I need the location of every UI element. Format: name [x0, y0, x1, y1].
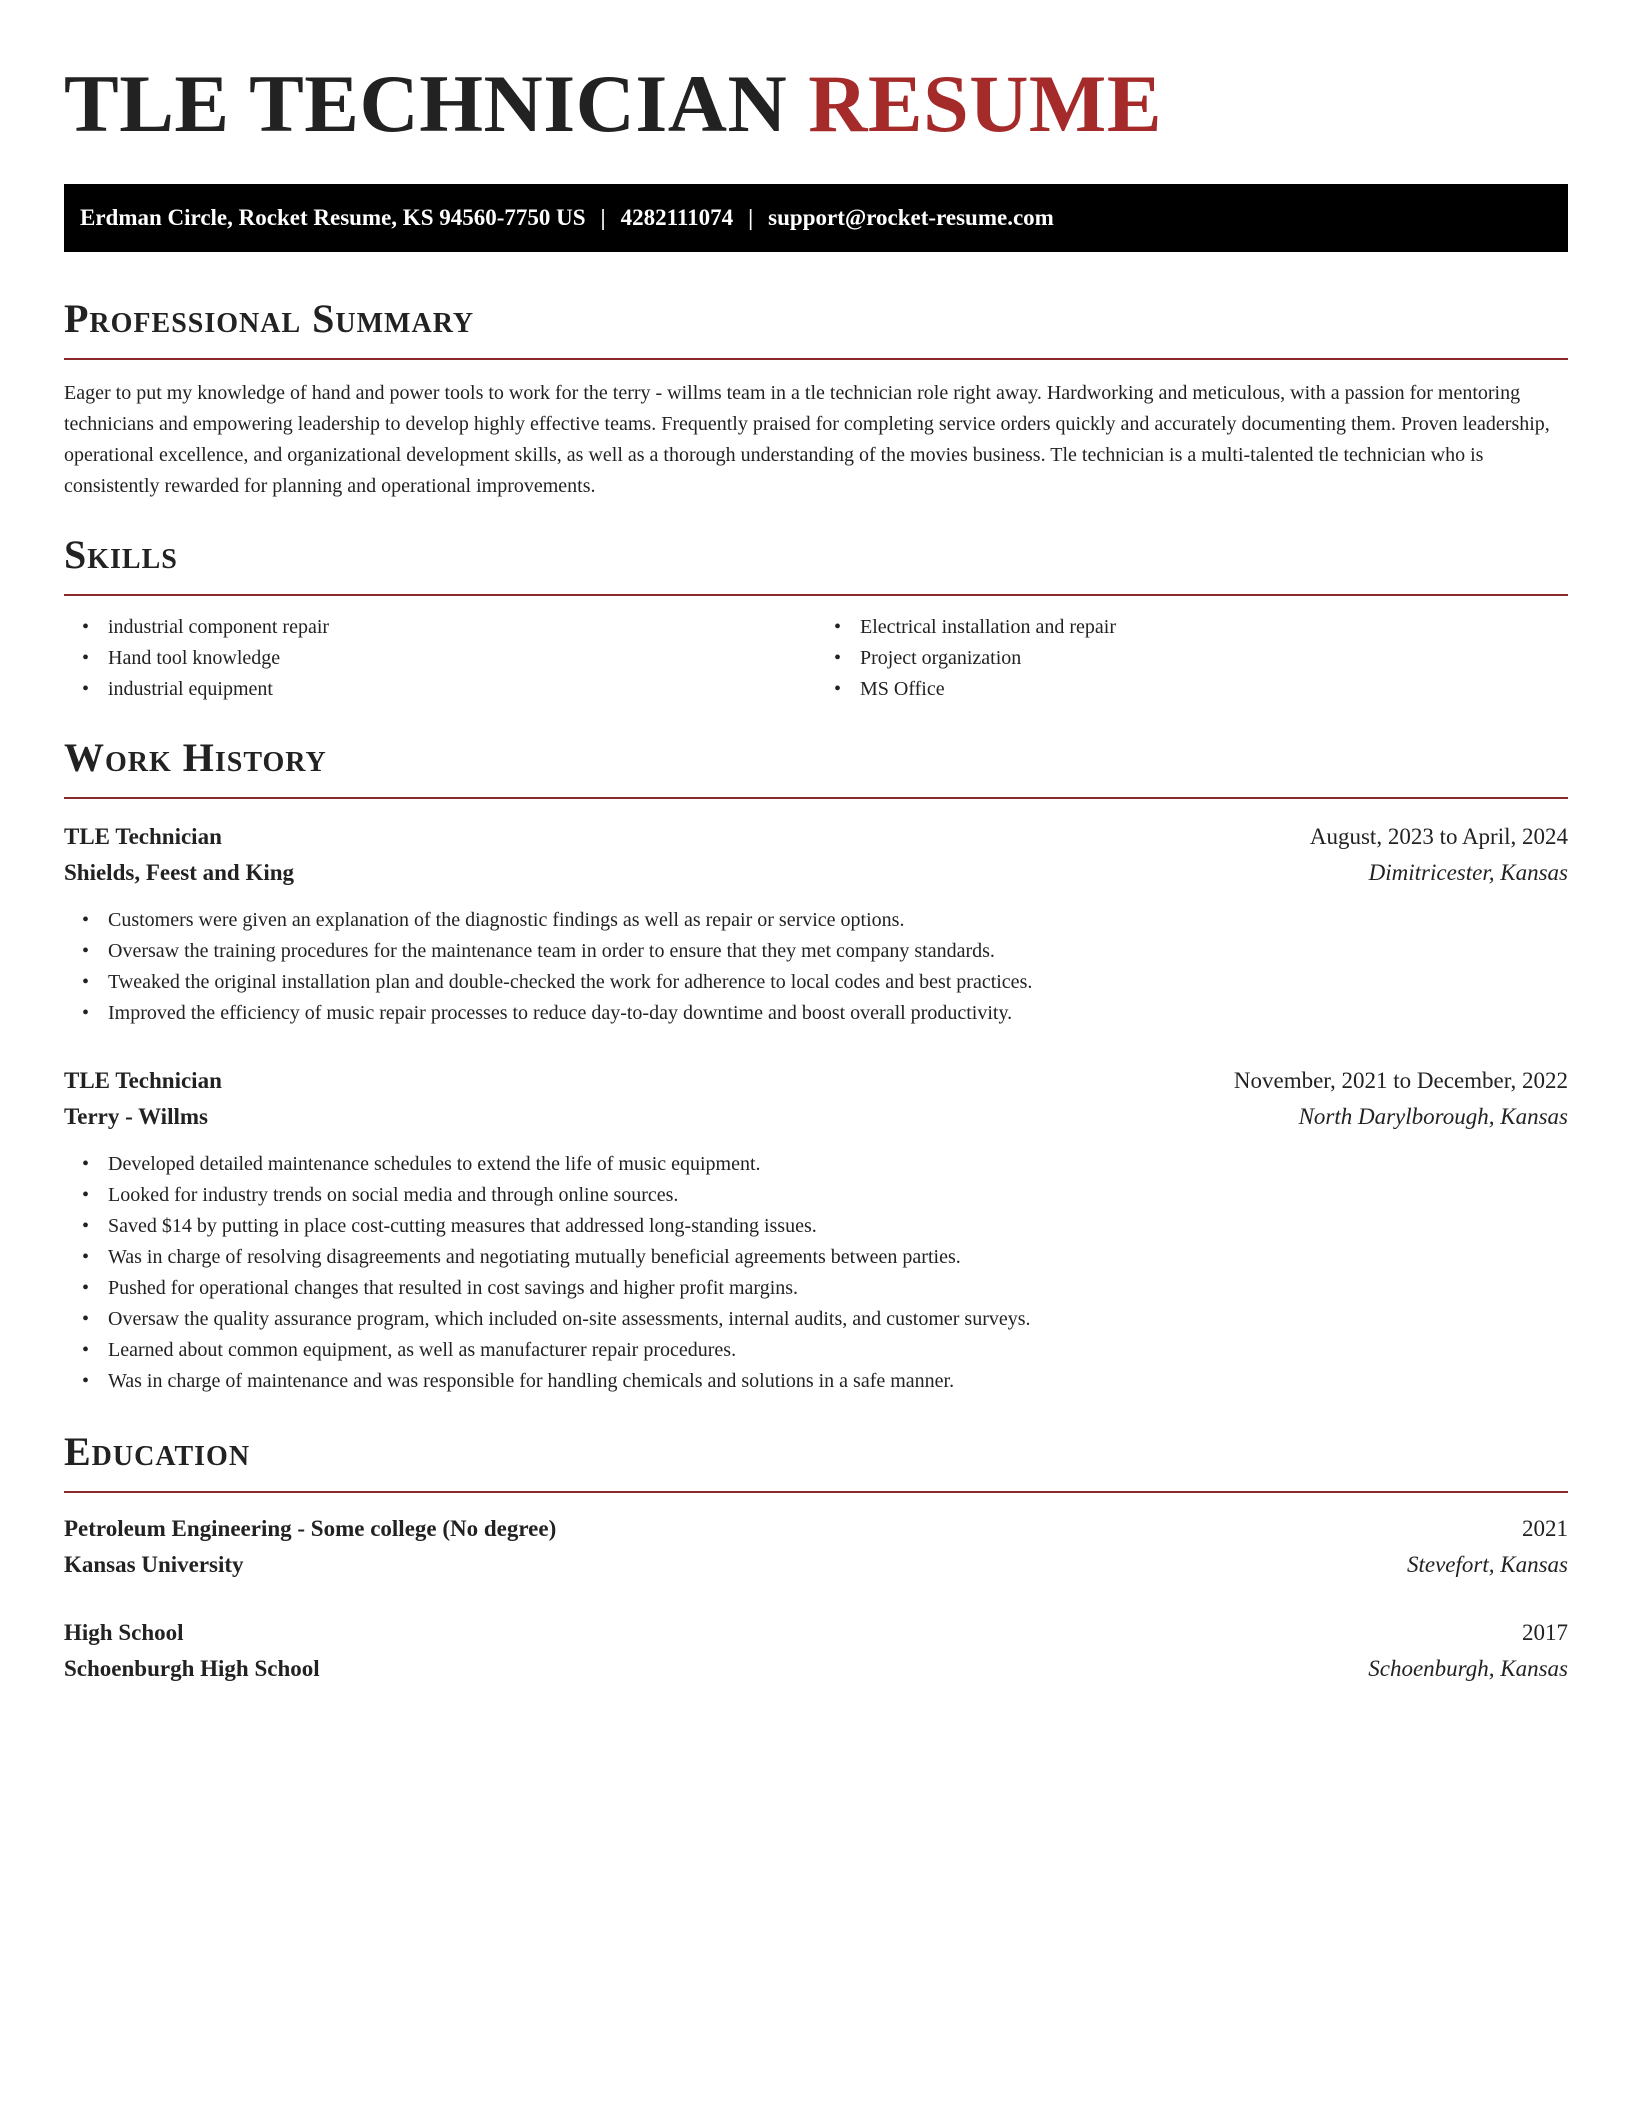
professional-summary-section — [64, 292, 1568, 502]
job-company-row — [64, 855, 1568, 891]
job-bullet: • Oversaw the quality assurance program, which included on-site assessments, internal audits, and customer surveys. — [64, 1304, 1568, 1335]
skill-item: • industrial equipment — [64, 674, 816, 705]
section-divider — [64, 1491, 1568, 1493]
section-divider — [64, 358, 1568, 360]
section-divider — [64, 797, 1568, 799]
education-degree: High School — [64, 1620, 184, 1645]
job-bullet: • Was in charge of resolving disagreements and negotiating mutually beneficial agreements between parties. — [64, 1242, 1568, 1273]
skill-item: • industrial component repair — [64, 612, 816, 643]
job-bullet: • Pushed for operational changes that resulted in cost savings and higher profit margins. — [64, 1273, 1568, 1304]
contact-bar — [64, 184, 1568, 252]
job-bullet: • Customers were given an explanation of the diagnostic findings as well as repair or service options. — [64, 905, 1568, 936]
education-header-row — [64, 1511, 1568, 1547]
education-header-row — [64, 1615, 1568, 1651]
job-bullet: • Oversaw the training procedures for the maintenance team in order to ensure that they met company standards. — [64, 936, 1568, 967]
contact-email: support@rocket-resume.com — [768, 205, 1054, 230]
education-location: Stevefort, Kansas — [1407, 1552, 1568, 1577]
contact-separator: | — [748, 205, 754, 230]
education-school-row — [64, 1547, 1568, 1583]
job-header-row — [64, 819, 1568, 855]
section-heading-education: Education — [64, 1429, 251, 1474]
job-bullets — [64, 905, 1568, 1029]
education-school: Schoenburgh High School — [64, 1656, 320, 1681]
job-dates: August, 2023 to April, 2024 — [1309, 824, 1568, 849]
job-company: Shields, Feest and King — [64, 860, 295, 885]
education-school-row — [64, 1651, 1568, 1687]
job-header-row — [64, 1063, 1568, 1099]
resume-title — [64, 54, 1568, 154]
job-bullet: • Looked for industry trends on social media and through online sources. — [64, 1180, 1568, 1211]
skills-section — [64, 528, 1568, 705]
job-company-row — [64, 1099, 1568, 1135]
job-company: Terry - Willms — [64, 1104, 208, 1129]
job-title: TLE Technician — [64, 824, 222, 849]
job-bullet: • Developed detailed maintenance schedules to extend the life of music equipment. — [64, 1149, 1568, 1180]
skill-item: • Project organization — [816, 643, 1568, 674]
section-divider — [64, 594, 1568, 596]
education-section — [64, 1425, 1568, 1687]
skill-item: • Electrical installation and repair — [816, 612, 1568, 643]
section-heading-summary: Professional Summary — [64, 296, 475, 341]
contact-address: Erdman Circle, Rocket Resume, KS 94560-7750 US — [80, 205, 586, 230]
job-location: Dimitricester, Kansas — [1368, 860, 1568, 885]
job-entry — [64, 819, 1568, 1029]
contact-separator: | — [600, 205, 606, 230]
education-degree: Petroleum Engineering - Some college (No degree) — [64, 1516, 557, 1541]
job-bullet: • Learned about common equipment, as well as manufacturer repair procedures. — [64, 1335, 1568, 1366]
job-title: TLE Technician — [64, 1068, 222, 1093]
section-heading-skills: Skills — [64, 532, 178, 577]
job-bullet: • Improved the efficiency of music repair processes to reduce day-to-day downtime and boost overall productivity. — [64, 998, 1568, 1029]
job-dates: November, 2021 to December, 2022 — [1233, 1068, 1568, 1093]
title-accent: RESUME — [808, 58, 1163, 149]
education-entry — [64, 1511, 1568, 1583]
skill-item: • Hand tool knowledge — [64, 643, 816, 674]
job-bullet: • Tweaked the original installation plan and double-checked the work for adherence to local codes and best practices. — [64, 967, 1568, 998]
education-year: 2021 — [1522, 1516, 1568, 1541]
education-school: Kansas University — [64, 1552, 244, 1577]
contact-phone: 4282111074 — [620, 205, 734, 230]
skills-column-right — [816, 612, 1568, 705]
job-bullet: • Was in charge of maintenance and was responsible for handling chemicals and solutions in a safe manner. — [64, 1366, 1568, 1397]
skills-grid — [64, 612, 1568, 705]
education-location: Schoenburgh, Kansas — [1368, 1656, 1568, 1681]
skills-column-left — [64, 612, 816, 705]
section-heading-work: Work History — [64, 735, 327, 780]
job-bullet: • Saved $14 by putting in place cost-cutting measures that addressed long-standing issues. — [64, 1211, 1568, 1242]
summary-text: Eager to put my knowledge of hand and power tools to work for the terry - willms team in a tle technician role right away. Hardworking and meticulous, with a passion for mentoring technicians and empowering leadership to develop highly effective teams. Frequently praised for completing service orders quickly and accurately documenting them. Proven leadership, operational excellence, and organizational development skills, as well as a thorough understanding of the movies business. Tle technician is a multi-talented tle technician who is consistently rewarded for planning and operational improvements. — [64, 382, 1550, 497]
job-location: North Darylborough, Kansas — [1298, 1104, 1568, 1129]
education-year: 2017 — [1522, 1620, 1568, 1645]
work-history-section — [64, 731, 1568, 1397]
job-bullets — [64, 1149, 1568, 1397]
title-main: TLE TECHNICIAN — [64, 58, 788, 149]
education-entry — [64, 1615, 1568, 1687]
skill-item: • MS Office — [816, 674, 1568, 705]
job-entry — [64, 1063, 1568, 1397]
